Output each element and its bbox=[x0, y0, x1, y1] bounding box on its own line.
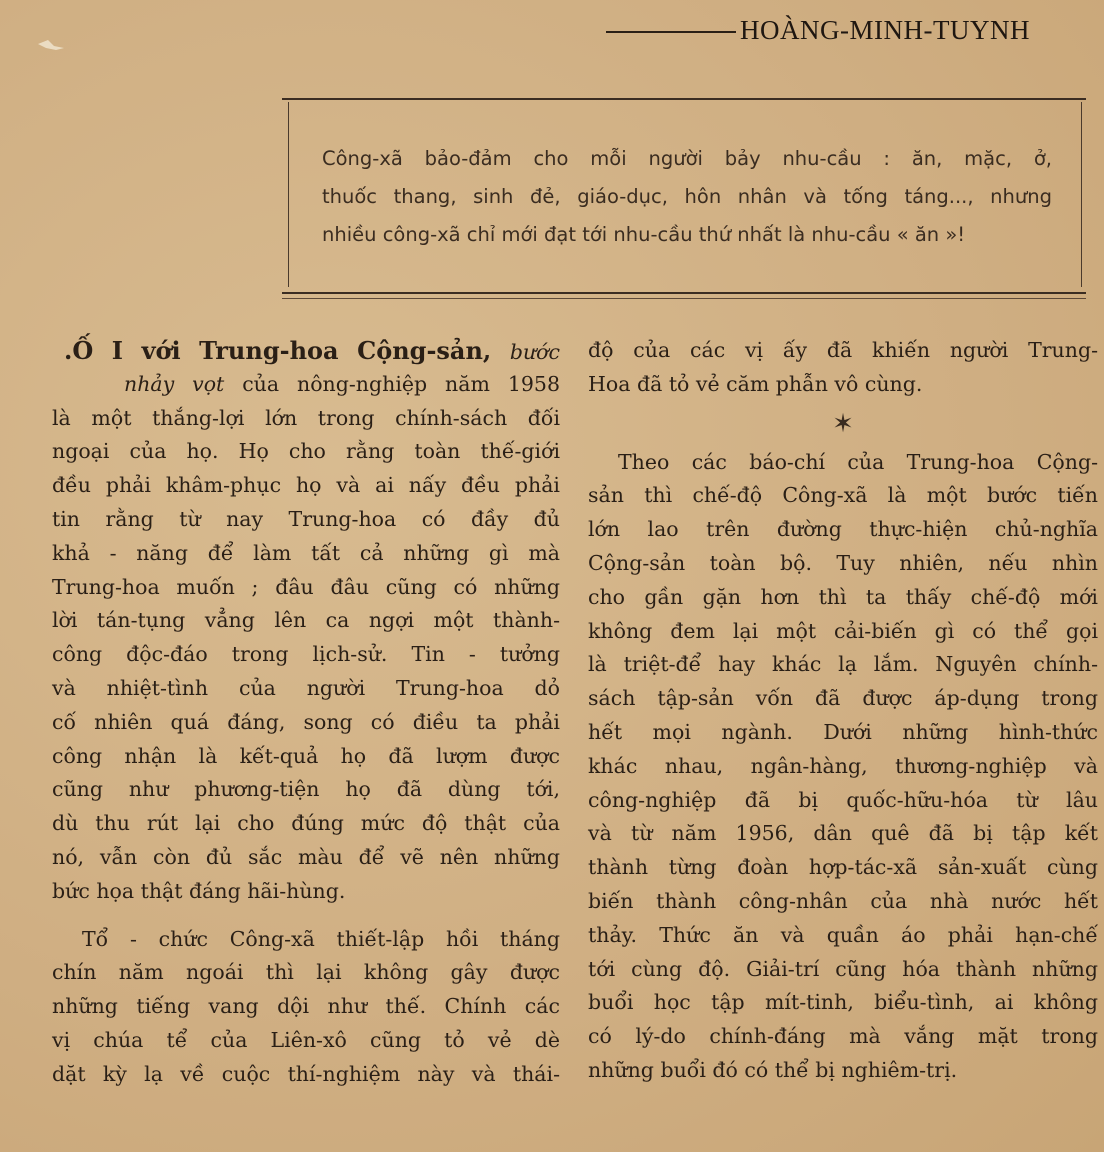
summary-box-bottom-rule-thin bbox=[282, 298, 1086, 299]
text-line: vị chúa tể của Liên-xô cũng tỏ vẻ dè bbox=[52, 1027, 560, 1052]
text-line: không đem lại một cải-biến gì có thể gọi bbox=[588, 618, 1098, 643]
lead-italic: bước bbox=[509, 340, 560, 364]
text-line: nó, vẫn còn đủ sắc màu để vẽ nên những bbox=[52, 844, 560, 869]
text-line: ngoại của họ. Họ cho rằng toàn thế-giới bbox=[52, 439, 560, 464]
text-line: những buổi đó có thể bị nghiêm-trị. bbox=[588, 1057, 958, 1082]
text-line: dù thu rút lại cho đúng mức độ thật của bbox=[52, 811, 560, 836]
text-line: Cộng-sản toàn bộ. Tuy nhiên, nếu nhìn bbox=[588, 550, 1098, 575]
lead-text: của nông-nghiệp năm 1958 bbox=[224, 371, 560, 396]
ink-blot-icon bbox=[34, 36, 74, 56]
byline bbox=[606, 12, 1030, 48]
text-line: là một thắng-lợi lớn trong chính-sách đối bbox=[52, 405, 560, 430]
right-column bbox=[588, 334, 1098, 1088]
drop-cap-text: .Ố I với Trung-hoa Cộng-sản, bbox=[64, 336, 510, 365]
text-line: có lý-do chính-đáng mà vắng mặt trong bbox=[588, 1024, 1098, 1049]
lead-italic: nhảy vọt bbox=[124, 371, 225, 396]
summary-line: Công-xã bảo-đảm cho mỗi người bảy nhu-cầu : ăn, mặc, ở, bbox=[322, 147, 1052, 170]
summary-line: thuốc thang, sinh đẻ, giáo-dục, hôn nhân và tống táng..., nhưng bbox=[322, 185, 1052, 208]
left-column bbox=[52, 334, 560, 1092]
summary-box-bottom-rule bbox=[282, 292, 1086, 294]
lead-line-2 bbox=[52, 368, 560, 402]
text-line: sản thì chế-độ Công-xã là một bước tiến bbox=[588, 483, 1098, 508]
text-line: lớn lao trên đường thực-hiện chủ-nghĩa bbox=[588, 517, 1098, 542]
text-line: buổi học tập mít-tinh, biểu-tình, ai không bbox=[588, 990, 1098, 1015]
text-line: và từ năm 1956, dân quê đã bị tập kết bbox=[588, 821, 1098, 846]
text-line: công nhận là kết-quả họ đã lượm được bbox=[52, 743, 560, 768]
section-separator-star-icon: ✶ bbox=[832, 408, 854, 439]
text-line: công-nghiệp đã bị quốc-hữu-hóa từ lâu bbox=[588, 787, 1098, 812]
byline-dash bbox=[606, 31, 736, 33]
summary-text bbox=[322, 140, 1052, 254]
text-line: dặt kỳ lạ về cuộc thí-nghiệm này và thái- bbox=[52, 1061, 560, 1086]
text-line: Theo các báo-chí của Trung-hoa Cộng- bbox=[618, 449, 1098, 474]
text-line: khả - năng để làm tất cả những gì mà bbox=[52, 540, 560, 565]
text-line: tới cùng độ. Giải-trí cũng hóa thành những bbox=[588, 956, 1098, 981]
summary-line: nhiều công-xã chỉ mới đạt tới nhu-cầu thứ nhất là nhu-cầu « ăn »! bbox=[322, 223, 966, 246]
text-line: thảy. Thức ăn và quần áo phải hạn-chế bbox=[588, 922, 1098, 947]
text-line: biến thành công-nhân của nhà nước hết bbox=[588, 888, 1098, 913]
text-line: bức họa thật đáng hãi-hùng. bbox=[52, 878, 346, 903]
text-line: khác nhau, ngân-hàng, thương-nghiệp và bbox=[588, 753, 1098, 778]
text-line: những tiếng vang dội như thế. Chính các bbox=[52, 994, 560, 1019]
text-line: chín năm ngoái thì lại không gây được bbox=[52, 960, 560, 985]
summary-box-top-rule bbox=[282, 98, 1086, 100]
lead-line-1 bbox=[52, 334, 560, 368]
text-line: cho gần gặn hơn thì ta thấy chế-độ mới bbox=[588, 584, 1098, 609]
text-line: tin rằng từ nay Trung-hoa có đầy đủ bbox=[52, 506, 560, 531]
text-line: Trung-hoa muốn ; đâu đâu cũng có những bbox=[52, 574, 560, 599]
text-line: sách tập-sản vốn đã được áp-dụng trong bbox=[588, 686, 1098, 711]
text-line: Hoa đã tỏ vẻ căm phẫn vô cùng. bbox=[588, 371, 923, 396]
text-line: Tổ - chức Công-xã thiết-lập hồi tháng bbox=[82, 926, 560, 951]
text-line: và nhiệt-tình của người Trung-hoa dỏ bbox=[52, 675, 560, 700]
text-line: độ của các vị ấy đã khiến người Trung- bbox=[588, 338, 1098, 362]
text-line: cũng như phương-tiện họ đã dùng tới, bbox=[52, 777, 560, 802]
text-line: là triệt-để hay khác lạ lắm. Nguyên chính- bbox=[588, 652, 1098, 677]
text-line: lời tán-tụng vẳng lên ca ngợi một thành- bbox=[52, 608, 560, 633]
text-line: hết mọi ngành. Dưới những hình-thức bbox=[588, 719, 1098, 744]
author-name: HOÀNG-MINH-TUYNH bbox=[740, 14, 1030, 45]
text-line: cố nhiên quá đáng, song có điều ta phải bbox=[52, 709, 560, 734]
paragraph-gap bbox=[52, 909, 560, 923]
text-line: công độc-đáo trong lịch-sử. Tin - tưởng bbox=[52, 642, 560, 667]
text-line: đều phải khâm-phục họ và ai nấy đều phải bbox=[52, 473, 560, 498]
text-line: thành từng đoàn hợp-tác-xã sản-xuất cùng bbox=[588, 855, 1098, 880]
